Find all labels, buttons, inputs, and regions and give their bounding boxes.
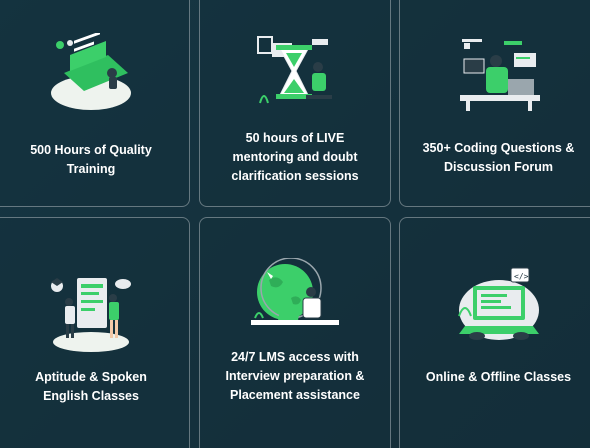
feature-card-coding <box>399 0 590 207</box>
feature-label: 350+ Coding Questions & Discussion Forum <box>422 141 575 174</box>
feature-label: 50 hours of LIVE mentoring and doubt clarification sessions <box>231 131 359 183</box>
svg-text:</>: </> <box>513 272 528 281</box>
feature-card-classes <box>399 217 590 448</box>
feature-card-lms <box>199 217 391 448</box>
coding-desk-icon <box>454 35 544 111</box>
online-laptop-icon <box>451 264 547 350</box>
presentation-board-icon <box>43 270 139 354</box>
feature-label: 24/7 LMS access with Interview preparation & Placement assistance <box>225 350 365 402</box>
feature-label: Online & Offline Classes <box>425 370 572 384</box>
feature-label: Aptitude & Spoken English Classes <box>35 370 147 403</box>
feature-card-mentoring <box>199 0 391 207</box>
globe-reading-icon <box>245 258 345 342</box>
feature-label: 500 Hours of Quality Training <box>30 143 152 176</box>
feature-card-training <box>0 0 190 207</box>
feature-card-aptitude <box>0 217 190 448</box>
hourglass-mentor-icon <box>250 33 340 113</box>
training-laptop-icon <box>46 33 136 113</box>
